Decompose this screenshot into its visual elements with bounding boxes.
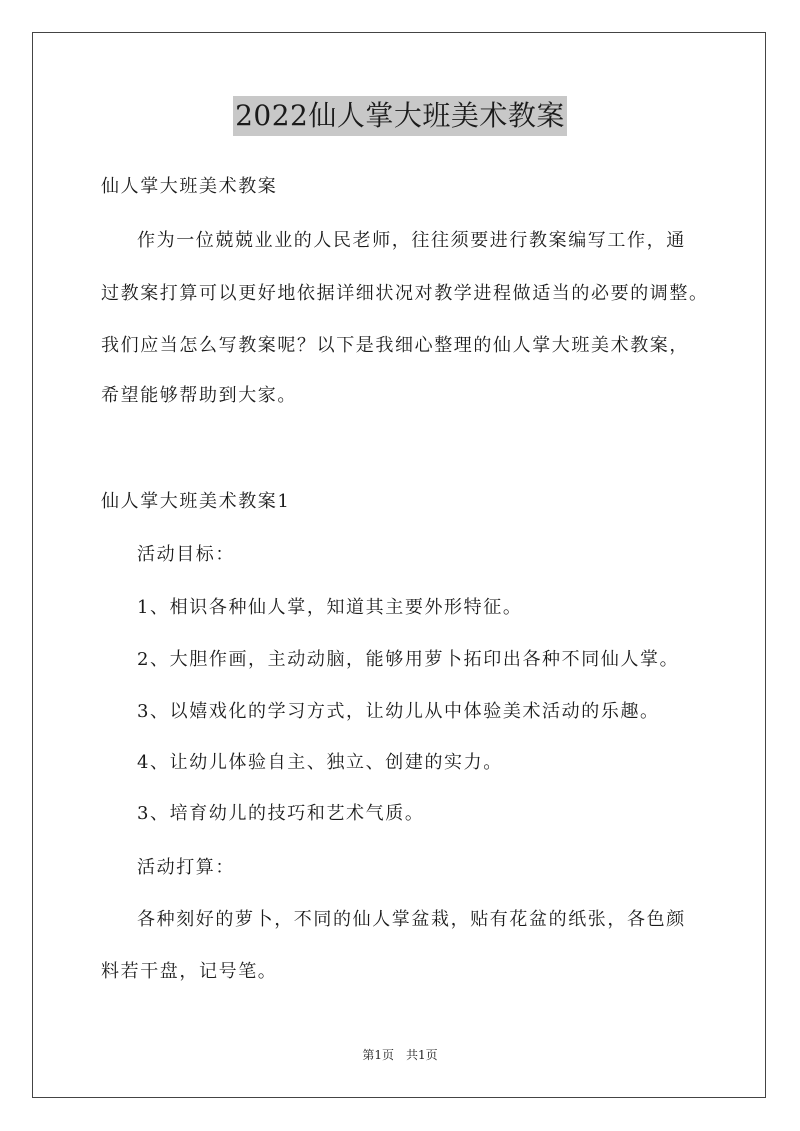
part-heading: 仙人掌大班美术教案1 (101, 491, 291, 512)
prep-label: 活动打算： (137, 857, 235, 878)
goal-item-2: 2、大胆作画，主动动脑，能够用萝卜拓印出各种不同仙人掌。 (137, 649, 680, 670)
document-title: 2022仙人掌大班美术教案 (233, 96, 567, 136)
intro-line-1: 作为一位兢兢业业的人民老师，往往须要进行教案编写工作，通 (137, 230, 686, 251)
goal-item-3: 3、以嬉戏化的学习方式，让幼儿从中体验美术活动的乐趣。 (137, 701, 660, 722)
intro-line-3: 我们应当怎么写教案呢？以下是我细心整理的仙人掌大班美术教案， (101, 335, 689, 356)
goal-item-5: 3、培育幼儿的技巧和艺术气质。 (137, 803, 425, 824)
page-footer: 第1页 共1页 (362, 1048, 438, 1062)
goal-item-1: 1、相识各种仙人掌，知道其主要外形特征。 (137, 597, 523, 618)
prep-line-2: 料若干盘，记号笔。 (101, 961, 278, 982)
prep-line-1: 各种刻好的萝卜，不同的仙人掌盆栽，贴有花盆的纸张，各色颜 (137, 909, 686, 930)
intro-line-4: 希望能够帮助到大家。 (101, 385, 297, 406)
section-heading: 仙人掌大班美术教案 (101, 176, 278, 197)
document-title-block (0, 96, 800, 136)
intro-line-2: 过教案打算可以更好地依据详细状况对教学进程做适当的必要的调整。 (101, 283, 709, 304)
goals-label: 活动目标： (137, 544, 235, 565)
goal-item-4: 4、让幼儿体验自主、独立、创建的实力。 (137, 752, 503, 773)
